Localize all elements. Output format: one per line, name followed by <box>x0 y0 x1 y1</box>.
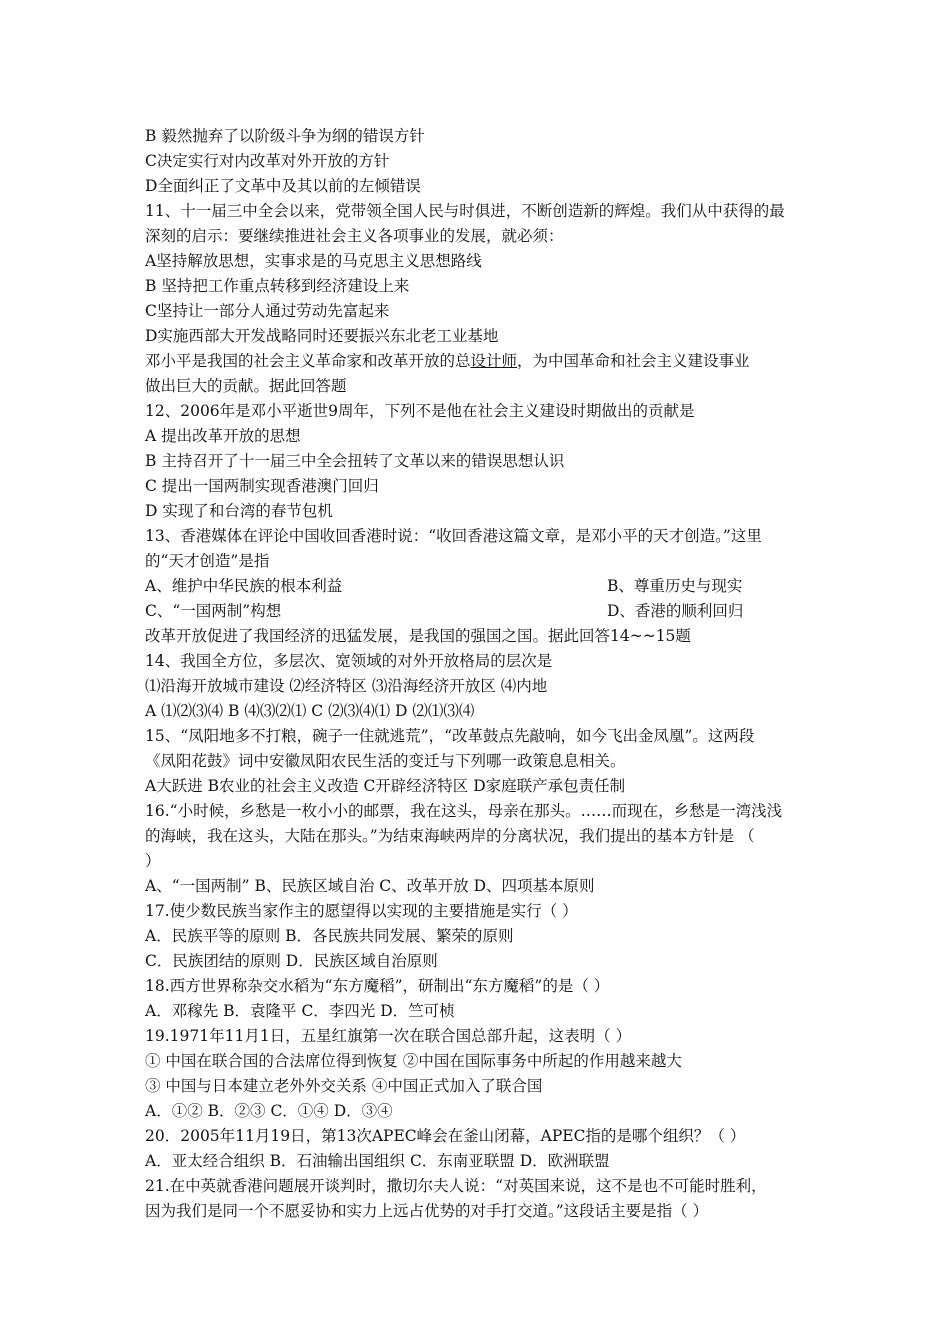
item-list: ① 中国在联合国的合法席位得到恢复 ②中国在国际事务中所起的作用越来越大 <box>145 1052 682 1070</box>
option-b: B、尊重历史与现实 <box>607 577 743 595</box>
passage-intro: 改革开放促进了我国经济的迅猛发展，是我国的强国之国。据此回答14~~15题 <box>145 627 691 645</box>
option-line: A．①② B．②③ C．①④ D．③④ <box>145 1102 393 1120</box>
option-line: A．邓稼先 B．袁隆平 C．李四光 D．竺可桢 <box>145 1002 455 1020</box>
question-20-text: 20．2005年11月19日，第13次APEC峰会在釜山闭幕，APEC指的是哪个组织？（ ） <box>145 1127 746 1145</box>
option-line: C 提出一国两制实现香港澳门回归 <box>145 477 379 495</box>
option-row <box>145 576 805 598</box>
question-12-text: 12、2006年是邓小平逝世9周年，下列不是他在社会主义建设时期做出的贡献是 <box>145 402 695 420</box>
passage-text: ，为中国革命和社会主义建设事业 <box>517 352 750 370</box>
option-c: C、“一国两制”构想 <box>145 602 282 620</box>
option-line: A坚持解放思想，实事求是的马克思主义思想路线 <box>145 252 482 270</box>
answer-paren: ） <box>145 852 161 870</box>
question-17-text: 17.使少数民族当家作主的愿望得以实现的主要措施是实行（ ） <box>145 902 578 920</box>
option-line: D 实现了和台湾的春节包机 <box>145 502 333 520</box>
question-21-text: 因为我们是同一个不愿妥协和实力上远占优势的对手打交道。”这段话主要是指（ ） <box>145 1202 709 1220</box>
question-16-text: 16.“小时候，乡愁是一枚小小的邮票，我在这头，母亲在那头。……而现在，乡愁是一湾浅浅 <box>145 802 783 820</box>
option-row <box>145 601 805 623</box>
item-list: ⑴沿海开放城市建设 ⑵经济特区 ⑶沿海经济开放区 ⑷内地 <box>145 677 548 695</box>
passage-intro <box>145 351 750 373</box>
option-d: D、香港的顺利回归 <box>607 602 744 620</box>
option-line: C坚持让一部分人通过劳动先富起来 <box>145 302 390 320</box>
question-11-text: 深刻的启示：要继续推进社会主义各项事业的发展，就必须： <box>145 227 564 245</box>
option-line: A ⑴⑵⑶⑷ B ⑷⑶⑵⑴ C ⑵⑶⑷⑴ D ⑵⑴⑶⑷ <box>145 702 475 720</box>
question-19-text: 19.1971年11月1日，五星红旗第一次在联合国总部升起，这表明（ ） <box>145 1027 632 1045</box>
option-line: C．民族团结的原则 D．民族区域自治原则 <box>145 952 438 970</box>
option-line: C决定实行对内改革对外开放的方针 <box>145 152 390 170</box>
option-line: A、“一国两制” B、民族区域自治 C、改革开放 D、四项基本原则 <box>145 877 595 895</box>
option-a: A、维护中华民族的根本利益 <box>145 577 343 595</box>
question-13-text: 的“天才创造”是指 <box>145 552 270 570</box>
question-14-text: 14、我国全方位，多层次、宽领域的对外开放格局的层次是 <box>145 652 553 670</box>
question-15-text: 15、“凤阳地多不打粮，碗子一住就逃荒”，“改革鼓点先敲响，如今飞出金凤凰”。这两段 <box>145 727 755 745</box>
passage-intro: 做出巨大的贡献。据此回答题 <box>145 377 347 395</box>
question-15-text: 《凤阳花鼓》词中安徽凤阳农民生活的变迁与下列哪一政策息息相关。 <box>145 752 626 770</box>
question-21-text: 21.在中英就香港问题展开谈判时，撒切尔夫人说：“对英国来说，这不是也不可能时胜利， <box>145 1177 767 1195</box>
option-line: A．亚太经合组织 B．石油输出国组织 C．东南亚联盟 D．欧洲联盟 <box>145 1152 610 1170</box>
option-line: A 提出改革开放的思想 <box>145 427 301 445</box>
option-line: D实施西部大开发战略同时还要振兴东北老工业基地 <box>145 327 499 345</box>
item-list: ③ 中国与日本建立老外外交关系 ④中国正式加入了联合国 <box>145 1077 543 1095</box>
question-11-text: 11、十一届三中全会以来，党带领全国人民与时俱进，不断创造新的辉煌。我们从中获得的最 <box>145 202 785 220</box>
option-line: B 坚持把工作重点转移到经济建设上来 <box>145 277 410 295</box>
option-line: D全面纠正了文革中及其以前的左倾错误 <box>145 177 421 195</box>
option-line: A大跃进 B农业的社会主义改造 C开辟经济特区 D家庭联产承包责任制 <box>145 777 626 795</box>
passage-text: 邓小平是我国的社会主义革命家和改革开放的总 <box>145 352 471 370</box>
option-line: B 主持召开了十一届三中全会扭转了文革以来的错误思想认识 <box>145 452 565 470</box>
question-18-text: 18.西方世界称杂交水稻为“东方魔稻”，研制出“东方魔稻”的是（ ） <box>145 977 610 995</box>
underlined-term: 设计师 <box>470 352 518 370</box>
question-16-text: 的海峡，我在这头，大陆在那头。”为结束海峡两岸的分离状况，我们提出的基本方针是 （ <box>145 827 755 845</box>
option-line: A．民族平等的原则 B．各民族共同发展、繁荣的原则 <box>145 927 514 945</box>
question-13-text: 13、香港媒体在评论中国收回香港时说：“收回香港这篇文章，是邓小平的天才创造。”这里 <box>145 527 762 545</box>
option-line: B 毅然抛弃了以阶级斗争为纲的错误方针 <box>145 127 425 145</box>
